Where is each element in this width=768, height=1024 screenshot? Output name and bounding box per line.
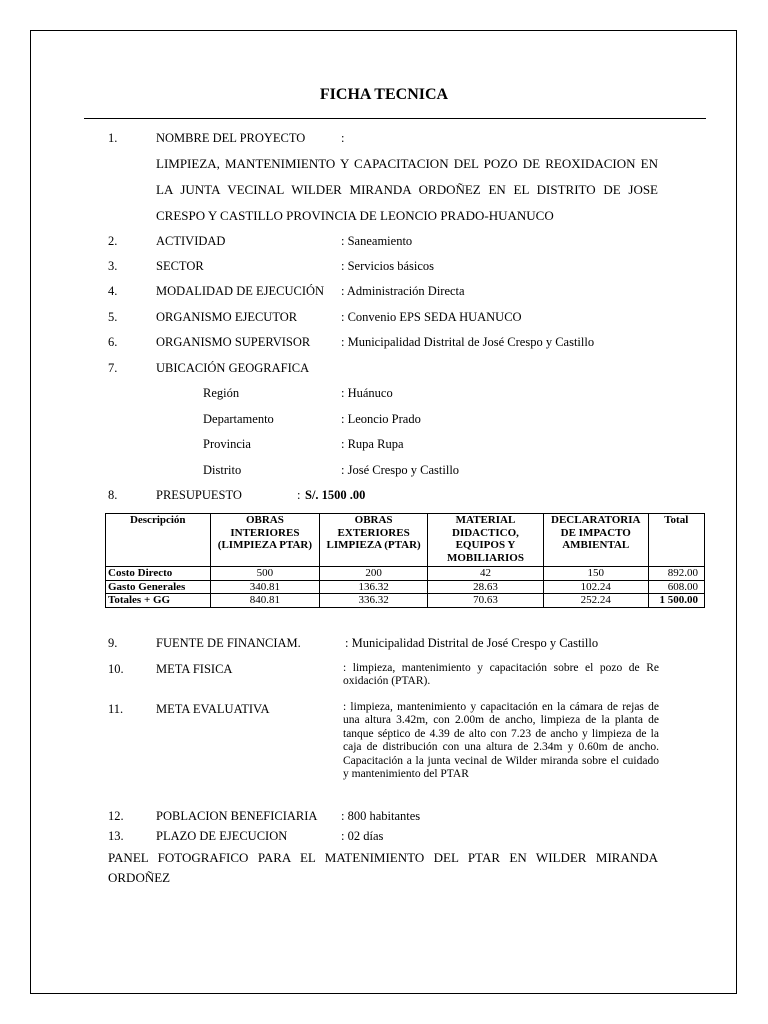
item-number: 11. — [108, 702, 124, 716]
row-label: Totales + GG — [106, 594, 211, 608]
table-row — [106, 594, 705, 608]
table-cell: 252.24 — [543, 594, 648, 608]
item-label: META FISICA — [156, 662, 233, 676]
location-value: : José Crespo y Castillo — [341, 463, 460, 477]
title-rule — [84, 118, 706, 119]
item-label: ORGANISMO EJECUTOR — [156, 310, 298, 324]
item-label: PRESUPUESTO — [156, 488, 242, 502]
table-cell: 840.81 — [210, 594, 320, 608]
table-cell: 150 — [543, 567, 648, 581]
budget-table — [105, 513, 705, 608]
item-label: FUENTE DE FINANCIAM. — [156, 636, 301, 650]
location-label: Distrito — [203, 463, 242, 477]
header-cell: Descripción — [106, 514, 211, 567]
table-cell: 70.63 — [427, 594, 543, 608]
table-cell: 340.81 — [210, 580, 320, 594]
document-title: FICHA TECNICA — [319, 86, 449, 103]
item-value: : Municipalidad Distrital de José Crespo y Castillo — [341, 335, 595, 349]
item-value: : Servicios básicos — [341, 259, 435, 273]
item-label: UBICACIÓN GEOGRAFICA — [156, 361, 310, 375]
row-label: Gasto Generales — [106, 580, 211, 594]
panel-title-line: PANEL FOTOGRAFICO PARA EL MATENIMIENTO DEL PTAR EN WILDER MIRANDA — [108, 850, 658, 865]
location-value: : Rupa Rupa — [341, 437, 404, 451]
item-value: : Administración Directa — [341, 284, 465, 298]
panel-title-line: ORDOÑEZ — [108, 870, 171, 885]
item-label: SECTOR — [156, 259, 204, 273]
item-number: 2. — [108, 234, 118, 248]
item-value: : limpieza, mantenimiento y capacitación en la cámara de rejas de una altura 3.42m, con 2.00m de ancho, limpieza de la planta de tanque séptico de 4.39 de alto con 7.23 de ancho y limpieza de la caja de distribución con una altura de 2.34m y 0.60m de ancho. Capacitación a la junta vecinal de Wilder miranda sobre el cuidado y mantenimiento del PTAR — [343, 701, 659, 781]
project-name-line: LIMPIEZA, MANTENIMIENTO Y CAPACITACION DEL POZO DE REOXIDACION EN — [156, 156, 658, 171]
header-cell: OBRAS INTERIORES (LIMPIEZA PTAR) — [210, 514, 320, 567]
table-row — [106, 567, 705, 581]
item-colon: : — [341, 131, 345, 145]
item-colon: : — [297, 488, 301, 502]
item-value: : 800 habitantes — [341, 809, 421, 823]
location-value: : Leoncio Prado — [341, 412, 421, 426]
item-label: POBLACION BENEFICIARIA — [156, 809, 318, 823]
item-number: 6. — [108, 335, 118, 349]
table-cell: 200 — [320, 567, 428, 581]
item-number: 9. — [108, 636, 118, 650]
table-cell: 500 — [210, 567, 320, 581]
item-number: 3. — [108, 259, 118, 273]
item-value: : 02 días — [341, 829, 384, 843]
location-label: Provincia — [203, 437, 251, 451]
table-cell: 1 500.00 — [648, 594, 704, 608]
table-cell: 336.32 — [320, 594, 428, 608]
table-row — [106, 580, 705, 594]
item-number: 4. — [108, 284, 118, 298]
table-cell: 28.63 — [427, 580, 543, 594]
item-label: NOMBRE DEL PROYECTO — [156, 131, 306, 145]
table-cell: 102.24 — [543, 580, 648, 594]
item-number: 13. — [108, 829, 124, 843]
header-cell: DECLARATORIA DE IMPACTO AMBIENTAL — [543, 514, 648, 567]
item-number: 10. — [108, 662, 124, 676]
item-number: 7. — [108, 361, 118, 375]
row-label: Costo Directo — [106, 567, 211, 581]
item-number: 12. — [108, 809, 124, 823]
location-value: : Huánuco — [341, 386, 393, 400]
item-value: : Convenio EPS SEDA HUANUCO — [341, 310, 522, 324]
item-value: : Municipalidad Distrital de José Crespo y Castillo — [345, 636, 599, 650]
table-cell: 136.32 — [320, 580, 428, 594]
item-label: MODALIDAD DE EJECUCIÓN — [156, 284, 325, 298]
item-number: 5. — [108, 310, 118, 324]
table-cell: 42 — [427, 567, 543, 581]
item-number: 1. — [108, 131, 118, 145]
header-cell: Total — [648, 514, 704, 567]
table-cell: 608.00 — [648, 580, 704, 594]
project-name-line: CRESPO Y CASTILLO PROVINCIA DE LEONCIO PRADO-HUANUCO — [156, 208, 554, 223]
item-label: ACTIVIDAD — [156, 234, 226, 248]
header-cell: OBRAS EXTERIORES LIMPIEZA (PTAR) — [320, 514, 428, 567]
item-label: META EVALUATIVA — [156, 702, 270, 716]
item-value: : limpieza, mantenimiento y capacitación sobre el pozo de Re oxidación (PTAR). — [343, 662, 659, 688]
item-value: : Saneamiento — [341, 234, 413, 248]
table-header-row — [106, 514, 705, 567]
item-number: 8. — [108, 488, 118, 502]
item-label: PLAZO DE EJECUCION — [156, 829, 288, 843]
budget-amount: S/. 1500 .00 — [305, 488, 366, 502]
project-name-line: LA JUNTA VECINAL WILDER MIRANDA ORDOÑEZ EN EL DISTRITO DE JOSE — [156, 182, 658, 197]
location-label: Departamento — [203, 412, 274, 426]
location-label: Región — [203, 386, 240, 400]
header-cell: MATERIAL DIDACTICO, EQUIPOS Y MOBILIARIOS — [427, 514, 543, 567]
item-label: ORGANISMO SUPERVISOR — [156, 335, 311, 349]
table-cell: 892.00 — [648, 567, 704, 581]
